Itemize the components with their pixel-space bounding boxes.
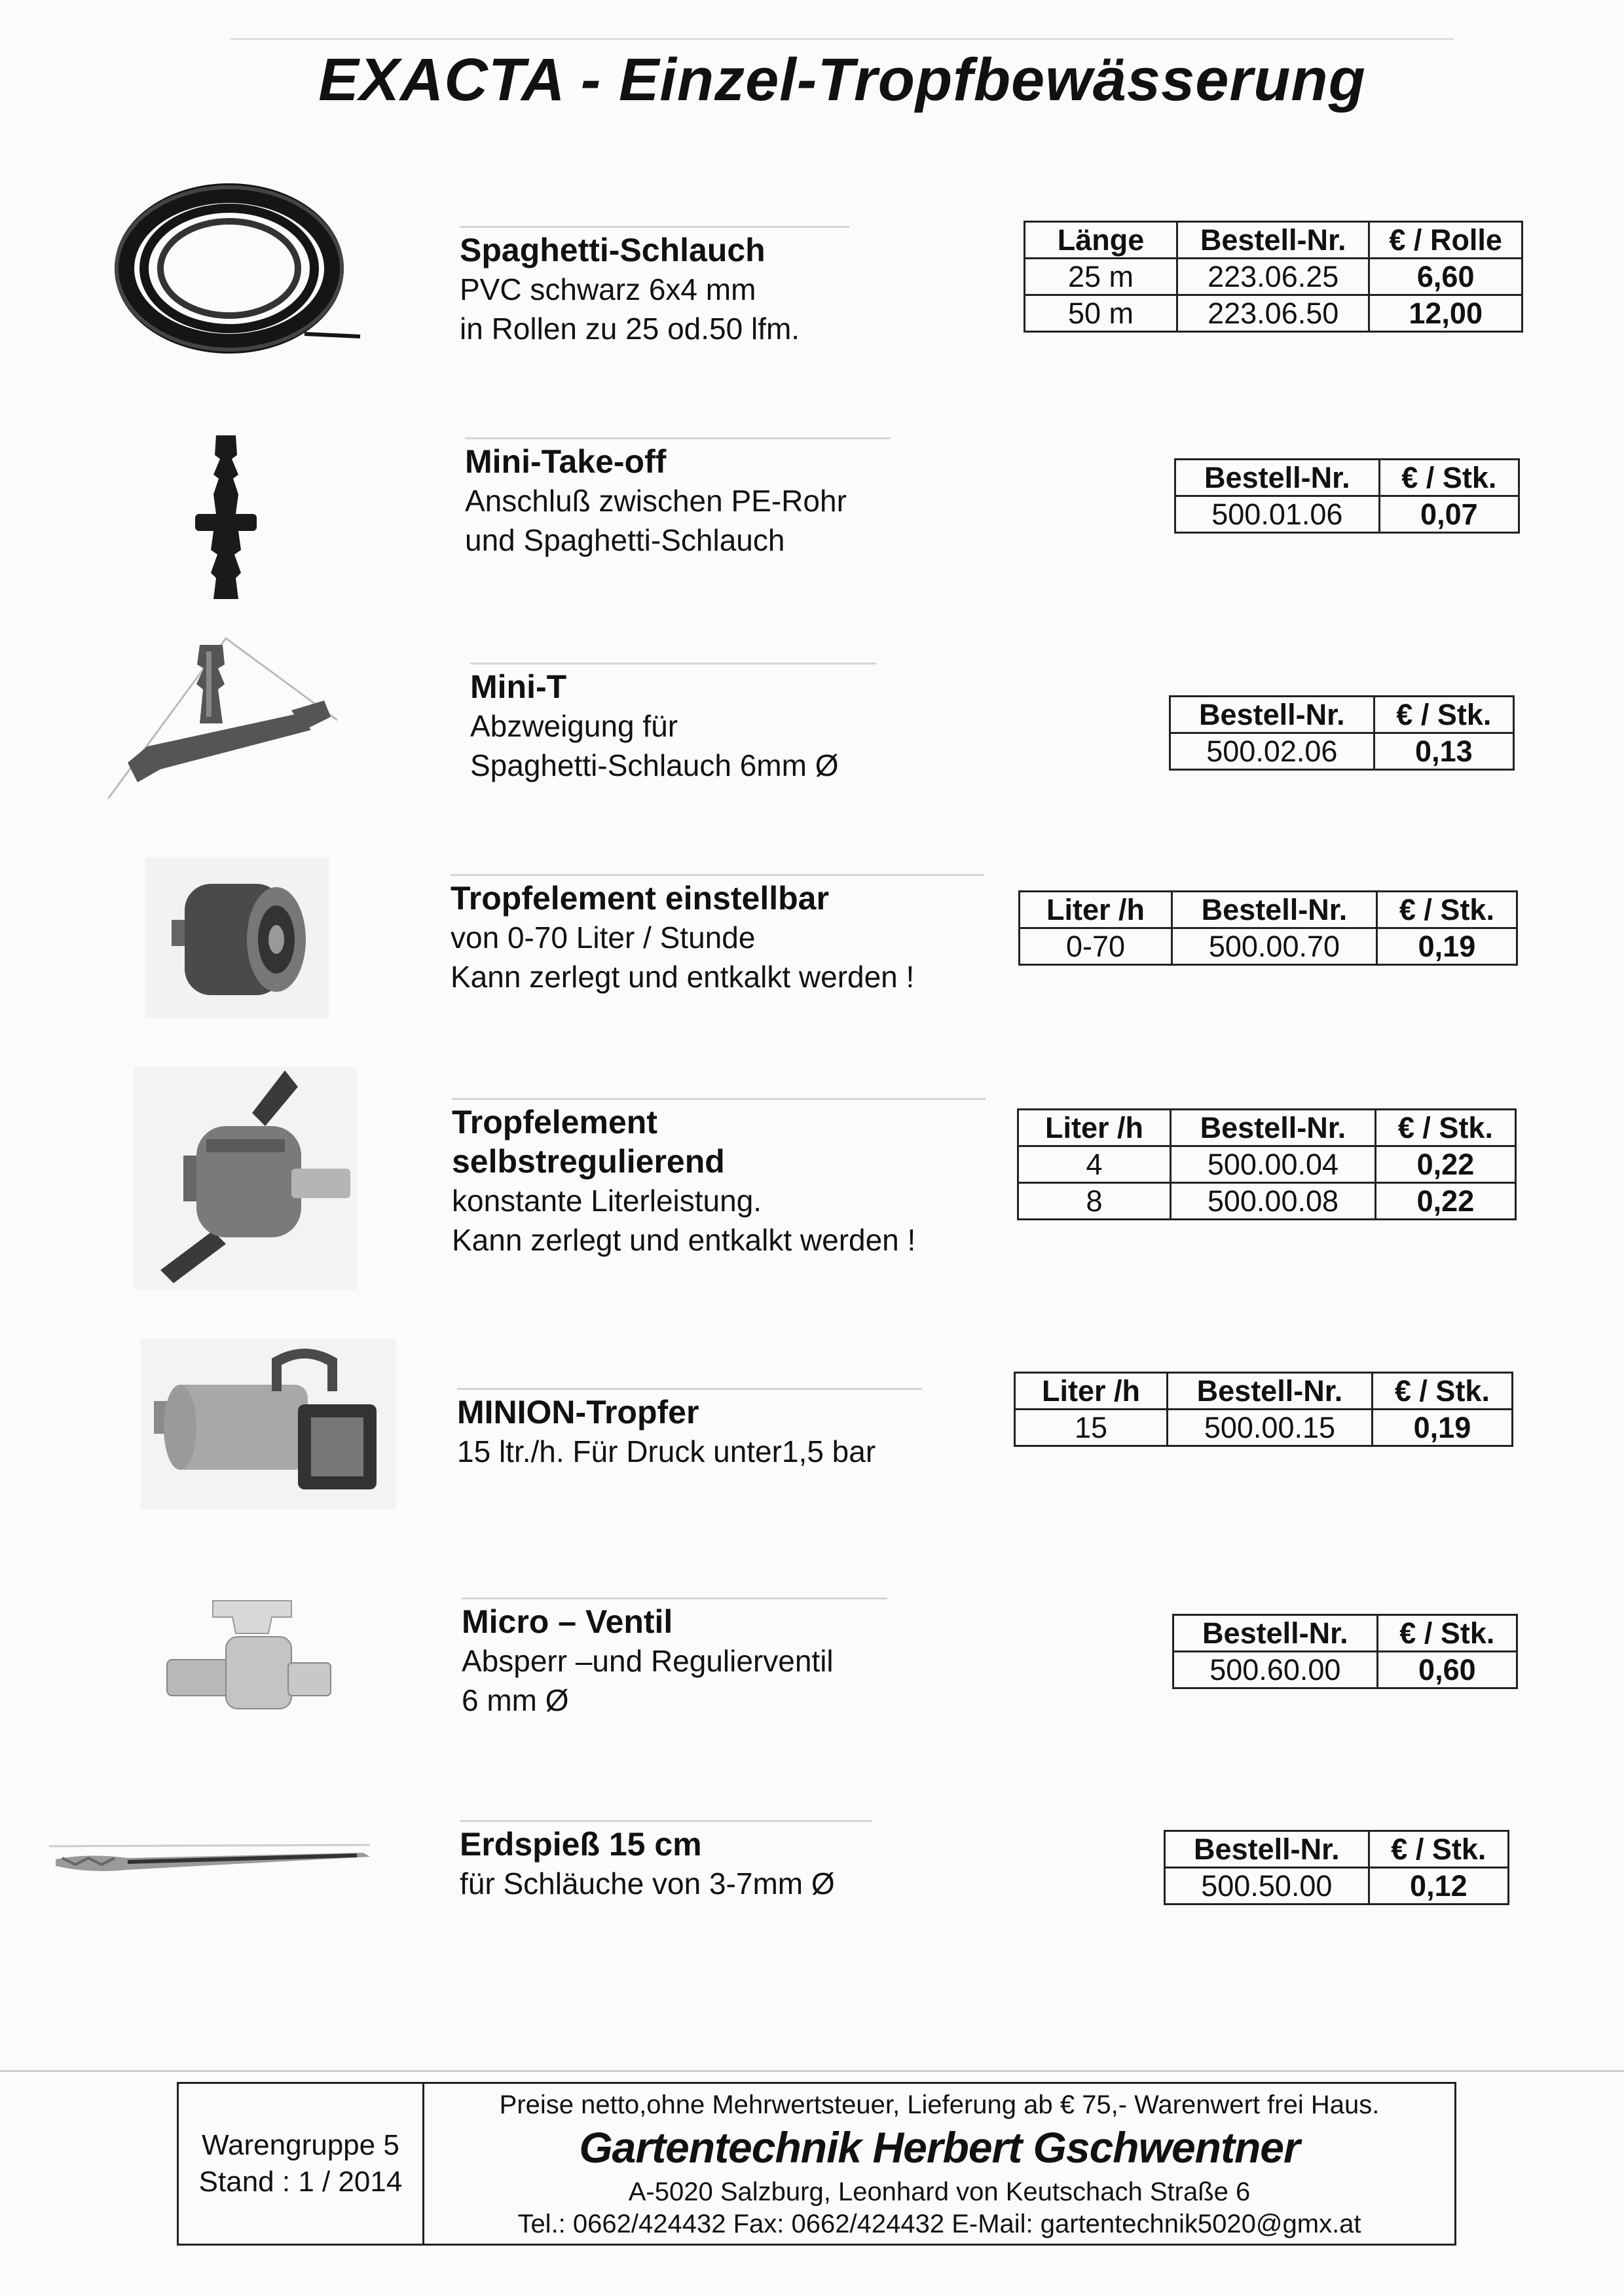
- price-note: Preise netto,ohne Mehrwertsteuer, Lieferung ab € 75,- Warenwert frei Haus.: [499, 2090, 1380, 2119]
- table-row: [1165, 1868, 1509, 1904]
- col-header-laenge: Länge: [1025, 222, 1177, 259]
- order-number-cell: 223.06.50: [1177, 295, 1369, 332]
- footer-box: [177, 2082, 1456, 2246]
- order-number-cell: 500.00.08: [1171, 1183, 1376, 1220]
- product-name: Spaghetti-Schlauch: [460, 232, 766, 268]
- product-name: Mini-T: [470, 668, 567, 705]
- product-spaghetti-schlauch: [460, 226, 849, 348]
- price-table-erdspiess: [1164, 1830, 1509, 1905]
- footer-group-info: [179, 2084, 424, 2244]
- table-row: [1015, 1410, 1513, 1446]
- price-cell: 0,22: [1375, 1146, 1515, 1183]
- table-row: [1173, 1652, 1517, 1688]
- company-contact: Tel.: 0662/424432 Fax: 0662/424432 E-Mail: gartentechnik5020@gmx.at: [517, 2210, 1361, 2238]
- col-header-bestell-nr: Bestell-Nr.: [1177, 222, 1369, 259]
- col-header-liter: Liter /h: [1020, 892, 1172, 928]
- product-desc-line: Kann zerlegt und entkalkt werden !: [452, 1223, 916, 1257]
- ground-stake-icon: [49, 1833, 377, 1886]
- liter-cell: 8: [1018, 1183, 1171, 1220]
- minion-dripper-icon: [141, 1339, 396, 1509]
- price-cell: 0,60: [1377, 1652, 1517, 1688]
- product-name: Tropfelement einstellbar: [451, 880, 829, 917]
- product-tropfelement-selbstregulierend: [452, 1098, 986, 1260]
- col-header-liter: Liter /h: [1015, 1373, 1168, 1410]
- table-row: [1020, 928, 1517, 965]
- product-desc-line: und Spaghetti-Schlauch: [465, 523, 785, 557]
- order-number-cell: 500.60.00: [1173, 1652, 1378, 1688]
- price-cell: 0,19: [1376, 928, 1517, 965]
- product-desc-line: von 0-70 Liter / Stunde: [451, 920, 756, 955]
- price-table-mini-t: [1169, 695, 1515, 771]
- col-header-bestell-nr: Bestell-Nr.: [1171, 1110, 1376, 1146]
- page-title: EXACTA - Einzel-Tropfbewässerung: [231, 38, 1454, 120]
- price-table-spaghetti-schlauch: [1024, 221, 1523, 333]
- company-address: A-5020 Salzburg, Leonhard von Keutschach Straße 6: [628, 2178, 1251, 2206]
- product-desc-line: für Schläuche von 3-7mm Ø: [460, 1867, 835, 1901]
- price-table-mini-take-off: [1174, 458, 1520, 534]
- col-header-liter: Liter /h: [1018, 1110, 1171, 1146]
- price-table-tropfelement-einstellbar: [1018, 890, 1518, 966]
- product-name-line: selbstregulierend: [452, 1143, 725, 1180]
- product-name: Erdspieß 15 cm: [460, 1826, 702, 1863]
- col-header-price: € / Stk.: [1369, 1831, 1508, 1868]
- product-name: Mini-Take-off: [465, 443, 667, 480]
- micro-valve-icon: [160, 1594, 337, 1712]
- order-number-cell: 223.06.25: [1177, 259, 1369, 295]
- order-number-cell: 500.01.06: [1175, 496, 1380, 533]
- order-number-cell: 500.02.06: [1170, 733, 1375, 770]
- product-micro-ventil: [462, 1597, 887, 1720]
- order-number-cell: 500.00.70: [1172, 928, 1377, 965]
- footer-company-info: [424, 2084, 1454, 2244]
- liter-cell: 0-70: [1020, 928, 1172, 965]
- col-header-price: € / Stk.: [1374, 697, 1513, 733]
- length-cell: 25 m: [1025, 259, 1177, 295]
- product-desc-line: Absperr –und Regulierventil: [462, 1644, 834, 1678]
- col-header-bestell-nr: Bestell-Nr.: [1165, 1831, 1369, 1868]
- table-row: [1170, 733, 1514, 770]
- product-mini-take-off: [465, 437, 891, 560]
- col-header-price: € / Stk.: [1372, 1373, 1512, 1410]
- table-row: [1018, 1183, 1516, 1220]
- col-header-bestell-nr: Bestell-Nr.: [1175, 460, 1380, 496]
- col-header-price: € / Stk.: [1377, 1615, 1517, 1652]
- col-header-price: € / Rolle: [1369, 222, 1522, 259]
- col-header-bestell-nr: Bestell-Nr.: [1168, 1373, 1373, 1410]
- product-desc-line: Spaghetti-Schlauch 6mm Ø: [470, 748, 839, 782]
- product-desc-line: 6 mm Ø: [462, 1683, 569, 1717]
- product-group: Warengruppe 5: [202, 2129, 399, 2161]
- price-cell: 0,12: [1369, 1868, 1508, 1904]
- product-desc-line: Abzweigung für: [470, 709, 678, 743]
- liter-cell: 15: [1015, 1410, 1168, 1446]
- price-cell: 6,60: [1369, 259, 1522, 295]
- price-table-tropfelement-selbstregulierend: [1017, 1108, 1517, 1220]
- col-header-price: € / Stk.: [1379, 460, 1519, 496]
- take-off-connector-icon: [190, 435, 262, 606]
- product-desc-line: PVC schwarz 6x4 mm: [460, 272, 756, 306]
- company-name: Gartentechnik Herbert Gschwentner: [579, 2123, 1300, 2172]
- self-regulating-dripper-icon: [134, 1067, 357, 1290]
- price-cell: 0,22: [1375, 1183, 1515, 1220]
- order-number-cell: 500.00.04: [1171, 1146, 1376, 1183]
- product-name: MINION-Tropfer: [457, 1394, 699, 1430]
- product-name-line: Tropfelement: [452, 1104, 657, 1140]
- table-row: [1018, 1146, 1516, 1183]
- product-desc-line: konstante Literleistung.: [452, 1184, 762, 1218]
- product-desc-line: in Rollen zu 25 od.50 lfm.: [460, 312, 800, 346]
- product-desc-line: 15 ltr./h. Für Druck unter1,5 bar: [457, 1434, 876, 1468]
- table-row: [1025, 259, 1522, 295]
- price-table-micro-ventil: [1172, 1614, 1518, 1689]
- table-row: [1175, 496, 1519, 533]
- liter-cell: 4: [1018, 1146, 1171, 1183]
- product-name: Micro – Ventil: [462, 1603, 673, 1640]
- product-erdspiess: [460, 1820, 872, 1903]
- price-cell: 0,13: [1374, 733, 1513, 770]
- col-header-price: € / Stk.: [1375, 1110, 1515, 1146]
- price-table-minion-tropfer: [1014, 1372, 1513, 1447]
- order-number-cell: 500.00.15: [1168, 1410, 1373, 1446]
- product-mini-t: [470, 663, 876, 785]
- product-desc-line: Anschluß zwischen PE-Rohr: [465, 484, 847, 518]
- length-cell: 50 m: [1025, 295, 1177, 332]
- price-cell: 0,07: [1379, 496, 1519, 533]
- footer-divider: [0, 2070, 1624, 2072]
- col-header-bestell-nr: Bestell-Nr.: [1173, 1615, 1378, 1652]
- price-cell: 0,19: [1372, 1410, 1512, 1446]
- hose-coil-icon: [108, 183, 363, 360]
- col-header-bestell-nr: Bestell-Nr.: [1170, 697, 1375, 733]
- table-row: [1025, 295, 1522, 332]
- order-number-cell: 500.50.00: [1165, 1868, 1369, 1904]
- adjustable-dripper-icon: [145, 858, 329, 1018]
- product-desc-line: Kann zerlegt und entkalkt werden !: [451, 960, 915, 994]
- price-cell: 12,00: [1369, 295, 1522, 332]
- t-connector-icon: [108, 632, 337, 805]
- product-minion-tropfer: [457, 1388, 922, 1471]
- stand-date: Stand : 1 / 2014: [198, 2166, 403, 2198]
- product-tropfelement-einstellbar: [451, 874, 984, 996]
- col-header-bestell-nr: Bestell-Nr.: [1172, 892, 1377, 928]
- col-header-price: € / Stk.: [1376, 892, 1517, 928]
